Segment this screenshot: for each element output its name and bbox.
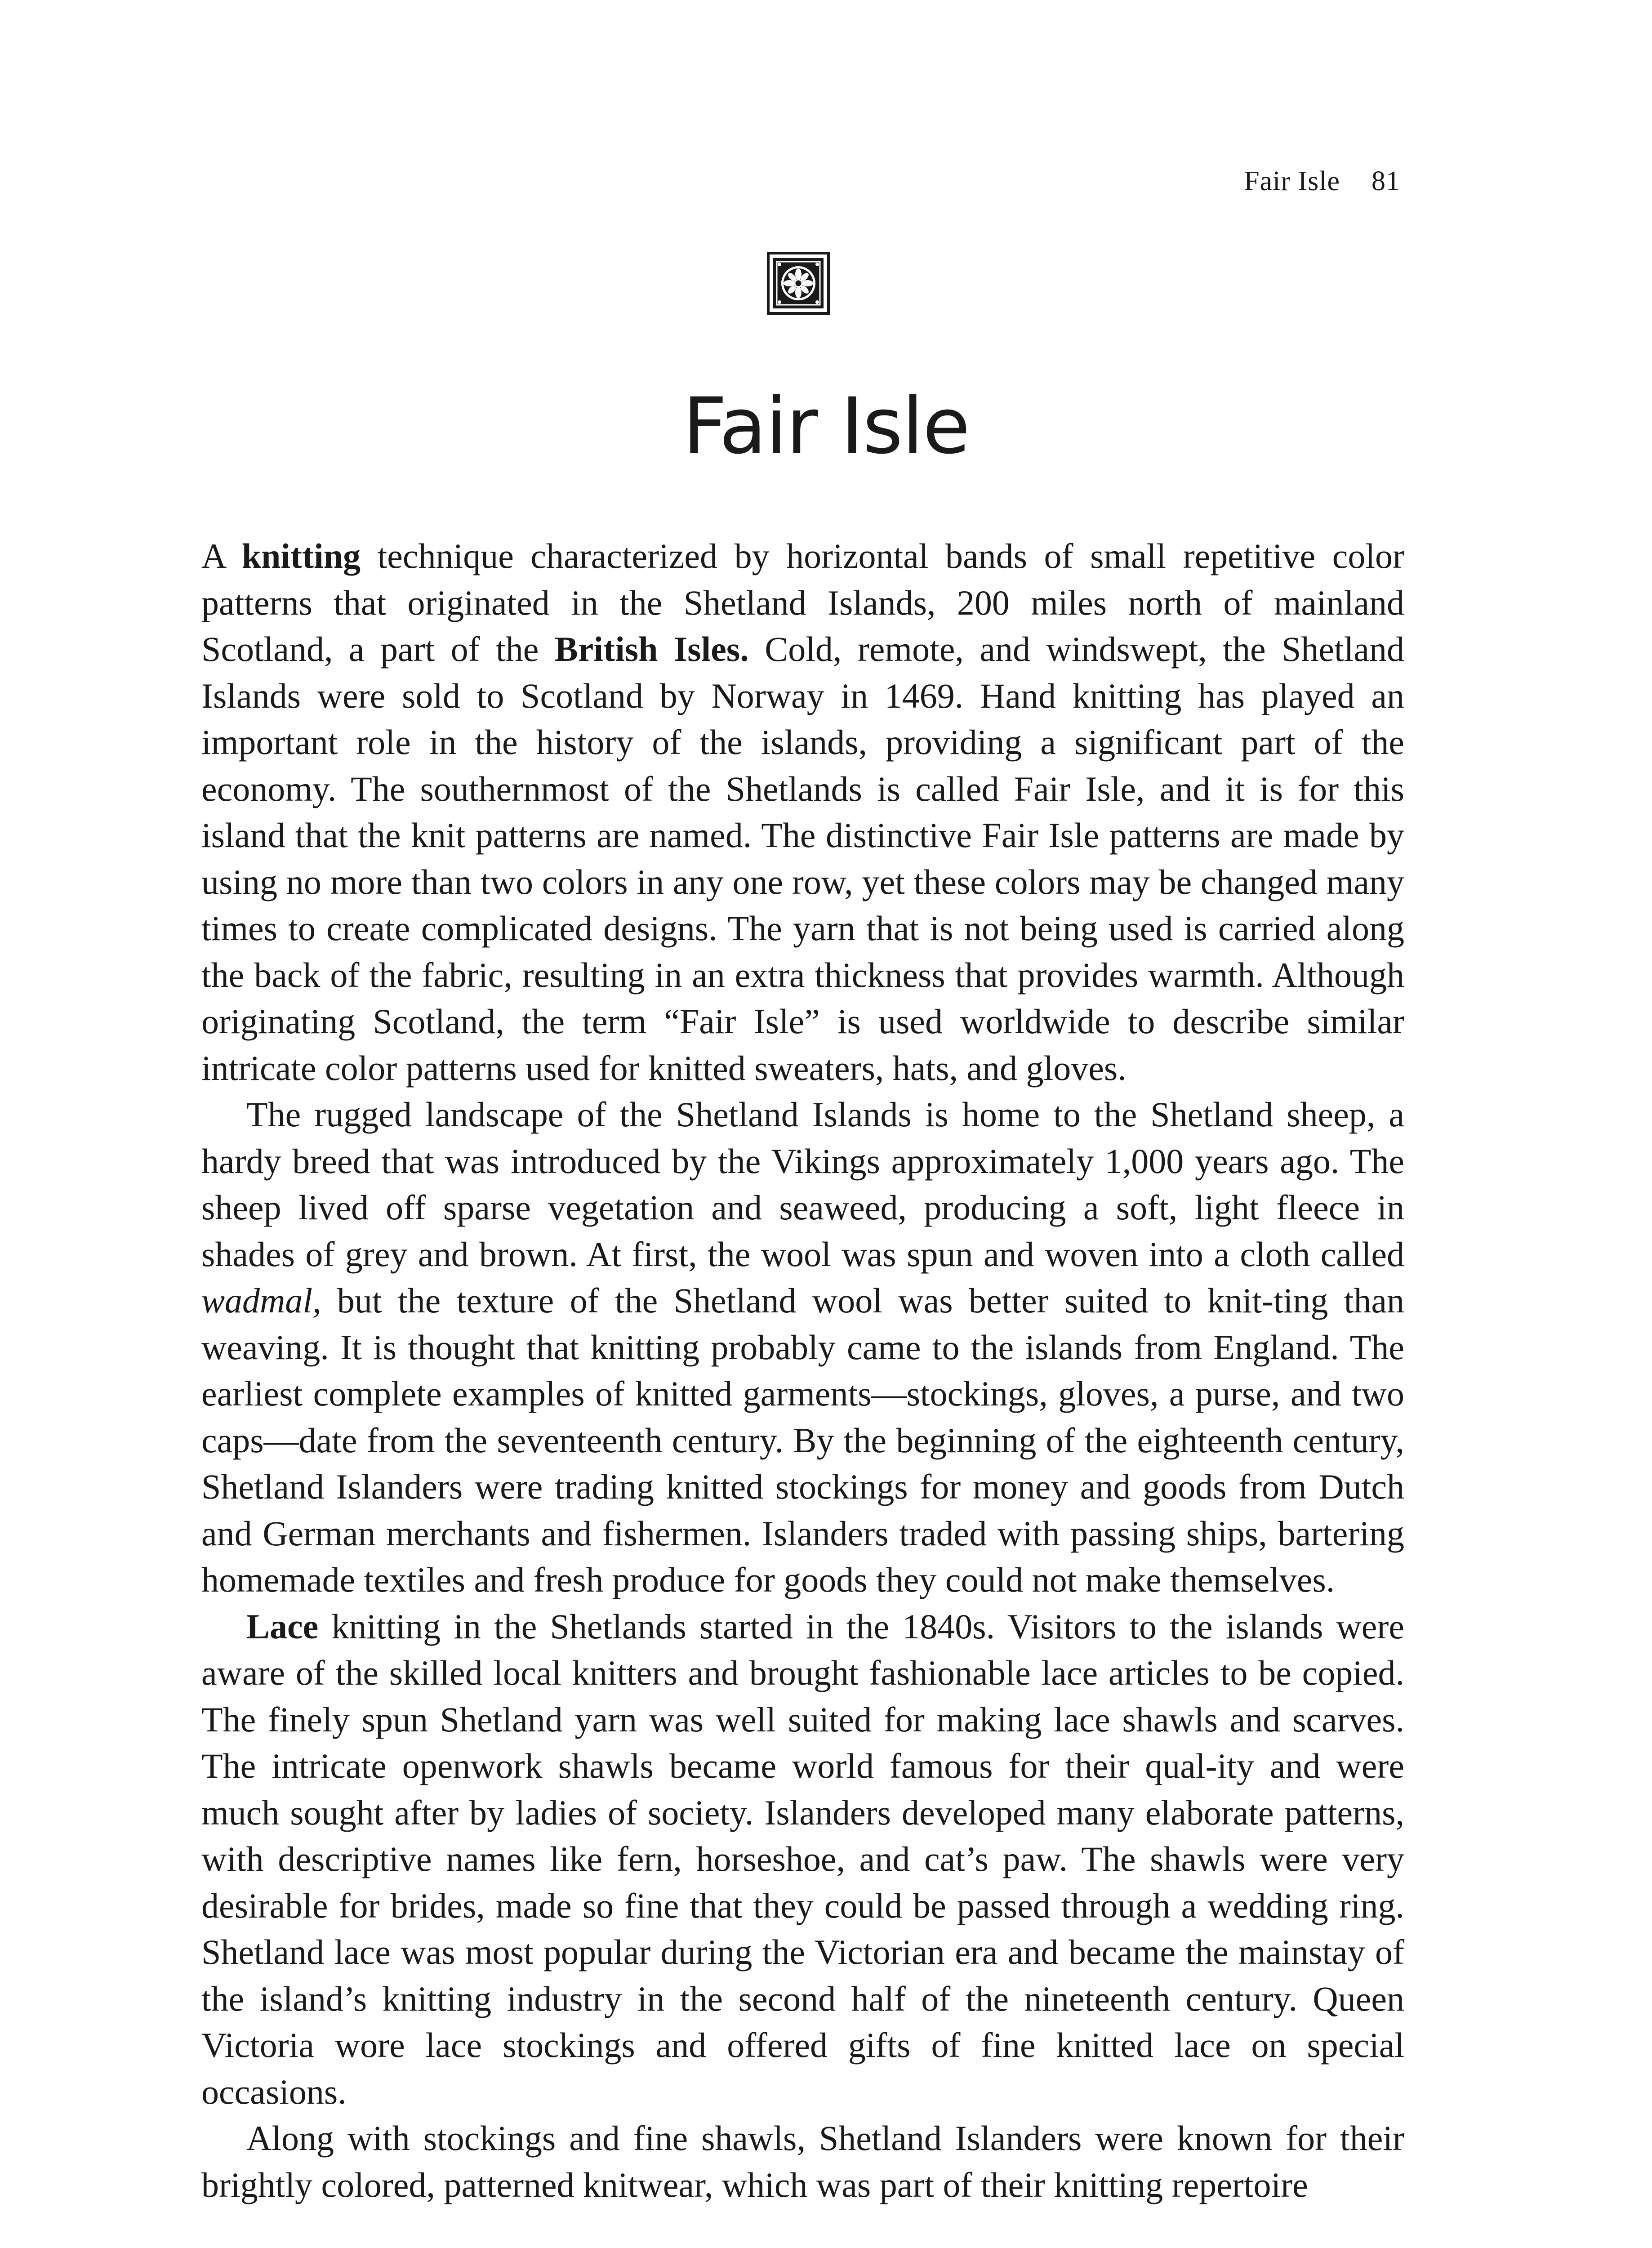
paragraph-text: technique characterized by horizontal bands of small repetitive color patterns that originated in the Shetland Islands, 200 miles north of mainland Scotland, a part of the: [201, 536, 1404, 669]
paragraph-text: Along with stockings and fine shawls, Shetland Islanders were known for their brightly colored, patterned knitwear, which was part of their knitting repertoire: [201, 2119, 1404, 2204]
paragraph-text: Cold, remote, and windswept, the Shetland Islands were sold to Scotland by Norway in 1469. Hand knitting has played an important role in the history of the islands, providing a significant part of the economy. The southernmost of the Shetlands is called Fair Isle, and it is for this island that the knit patterns are named. The distinctive Fair Isle patterns are made by using no more than two colors in any one row, yet these colors may be changed many times to create complicated designs. The yarn that is not being used is carried along the back of the fabric, resulting in an extra thickness that provides warmth. Although originating Scotland, the term “Fair Isle” is used worldwide to describe similar intricate color patterns used for knitted sweaters, hats, and gloves.: [201, 629, 1404, 1088]
paragraph-1: [201, 533, 1404, 1091]
paragraph-text: The rugged landscape of the Shetland Islands is home to the Shetland sheep, a hardy breed that was introduced by the Vikings approximately 1,000 years ago. The sheep lived off sparse vegetation and seaweed, producing a soft, light fleece in shades of grey and brown. At first, the wool was spun and woven into a cloth called: [201, 1095, 1404, 1274]
italic-term: wadmal,: [201, 1281, 321, 1320]
cross-reference-lace: Lace: [246, 1606, 319, 1646]
entry-title: Fair Isle: [682, 381, 970, 471]
paragraph-2: [201, 1091, 1404, 1603]
entry-body: [201, 533, 1404, 2208]
paragraph-text: but the texture of the Shetland wool was better suited to knit-ting than weaving. It is thought that knitting probably came to the islands from England. The earliest complete examples of knitted garments—stockings, gloves, a purse, and two caps—date from the seventeenth century. By the beginning of the eighteenth century, Shetland Islanders were trading knitted stockings for money and goods from Dutch and German merchants and fishermen. Islanders traded with passing ships, bartering homemade textiles and fresh produce for goods they could not make themselves.: [201, 1281, 1404, 1599]
ornamental-medallion-icon: [767, 252, 830, 315]
paragraph-4: [201, 2115, 1404, 2208]
paragraph-3: [201, 1603, 1404, 2115]
cross-reference-knitting: knitting: [241, 536, 361, 575]
cross-reference-british-isles: British Isles.: [554, 629, 749, 669]
page-number: 81: [1371, 166, 1400, 196]
paragraph-text: knitting in the Shetlands started in the 1840s. Visitors to the islands were aware of the skilled local knitters and brought fashionable lace articles to be copied. The finely spun Shetland yarn was well suited for making lace shawls and scarves. The intricate openwork shawls became world famous for their qual-ity and were much sought after by ladies of society. Islanders developed many elaborate patterns, with descriptive names like fern, horseshoe, and cat’s paw. The shawls were very desirable for brides, made so fine that they could be passed through a wedding ring. Shetland lace was most popular during the Victorian era and became the mainstay of the island’s knitting industry in the second half of the nineteenth century. Queen Victoria wore lace stockings and offered gifts of fine knitted lace on special occasions.: [201, 1606, 1404, 2111]
running-head: [1244, 165, 1400, 197]
paragraph-text: A: [201, 536, 242, 575]
running-head-section: Fair Isle: [1244, 166, 1340, 196]
